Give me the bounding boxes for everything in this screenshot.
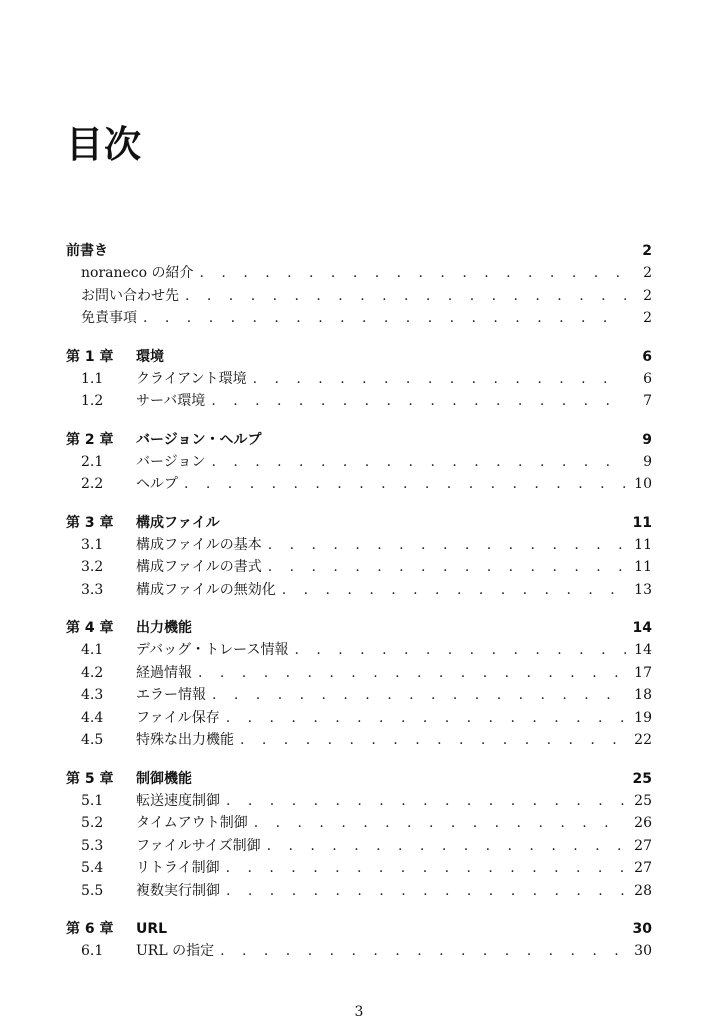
- dot-leader: [226, 710, 626, 726]
- toc-section-row[interactable]: [66, 556, 652, 579]
- toc-chapter: [66, 918, 652, 963]
- section-number: 4.5: [81, 732, 104, 748]
- dot-leader: [185, 288, 626, 304]
- section-number: 3.3: [81, 581, 104, 598]
- chapter-page: 11: [632, 514, 652, 531]
- dot-leader: [226, 860, 626, 876]
- section-title: 構成ファイルの書式: [136, 559, 262, 575]
- section-title: 複数実行制御: [136, 882, 220, 899]
- section-title: noraneco の紹介: [81, 265, 194, 281]
- dot-leader: [211, 454, 626, 470]
- toc-section-row[interactable]: [66, 473, 652, 496]
- section-title: デバッグ・トレース情報: [136, 642, 289, 658]
- toc-section-row[interactable]: [66, 285, 652, 308]
- toc-section-row[interactable]: [66, 857, 652, 880]
- section-number: 2.2: [81, 476, 104, 492]
- toc-chapter: [66, 240, 652, 330]
- section-number: 4.1: [81, 642, 104, 658]
- section-title: 構成ファイルの無効化: [136, 581, 276, 598]
- section-number: 3.2: [81, 559, 104, 575]
- chapter-title: 出力機能: [136, 620, 192, 636]
- section-page: 2: [643, 265, 652, 281]
- chapter-title: 構成ファイル: [136, 514, 220, 531]
- section-number: 3.1: [81, 536, 104, 553]
- section-page: 18: [634, 687, 652, 703]
- dot-leader: [184, 476, 626, 492]
- section-page: 25: [634, 792, 652, 809]
- dot-leader: [253, 371, 626, 387]
- section-page: 30: [634, 943, 652, 959]
- dot-leader: [220, 943, 626, 959]
- section-number: 4.3: [81, 687, 104, 703]
- dot-leader: [212, 687, 626, 703]
- toc-section-row[interactable]: [66, 451, 652, 474]
- toc-section-row[interactable]: [66, 390, 652, 413]
- toc-chapter-row[interactable]: [66, 240, 652, 262]
- chapter-title: バージョン・ヘルプ: [136, 431, 262, 448]
- section-page: 28: [634, 882, 652, 899]
- section-title: 特殊な出力機能: [136, 732, 234, 748]
- toc-section-row[interactable]: [66, 307, 652, 330]
- toc-chapter-row[interactable]: [66, 346, 652, 368]
- dot-leader: [198, 665, 626, 681]
- chapter-page: 6: [642, 348, 652, 365]
- section-page: 26: [634, 815, 652, 831]
- chapter-page: 30: [632, 921, 652, 937]
- toc-section-row[interactable]: [66, 707, 652, 730]
- chapter-number: 第 2 章: [66, 431, 114, 448]
- chapter-number: 第 5 章: [66, 770, 114, 787]
- dot-leader: [226, 883, 626, 899]
- section-title: リトライ制御: [136, 860, 220, 876]
- section-page: 10: [634, 476, 652, 492]
- toc-chapter-row[interactable]: [66, 512, 652, 534]
- chapter-title: 制御機能: [136, 770, 192, 787]
- toc-chapter: [66, 768, 652, 903]
- chapter-title: URL: [136, 921, 168, 937]
- section-number: 5.5: [81, 882, 104, 899]
- toc-section-row[interactable]: [66, 812, 652, 835]
- section-number: 5.1: [81, 792, 104, 809]
- dot-leader: [226, 793, 626, 809]
- section-page: 2: [643, 310, 652, 326]
- toc-chapter: [66, 617, 652, 752]
- section-number: 1.2: [81, 393, 104, 409]
- toc-section-row[interactable]: [66, 534, 652, 557]
- dot-leader: [200, 265, 626, 281]
- chapter-page: 9: [642, 431, 652, 448]
- chapter-title: 環境: [136, 348, 164, 365]
- section-page: 17: [634, 664, 652, 681]
- dot-leader: [254, 815, 626, 831]
- section-title: ファイル保存: [136, 709, 220, 726]
- section-number: 5.2: [81, 815, 104, 831]
- toc-chapter-row[interactable]: [66, 429, 652, 451]
- section-page: 22: [634, 732, 652, 748]
- page-title: 目次: [66, 123, 142, 166]
- dot-leader: [282, 582, 626, 598]
- section-page: 7: [643, 393, 652, 409]
- toc-section-row[interactable]: [66, 729, 652, 752]
- section-page: 13: [634, 581, 652, 598]
- section-title: ヘルプ: [136, 476, 178, 492]
- toc-chapter-row[interactable]: [66, 768, 652, 790]
- section-title: 経過情報: [136, 664, 192, 681]
- section-page: 11: [634, 559, 652, 575]
- section-title: 構成ファイルの基本: [136, 536, 262, 553]
- section-number: 2.1: [81, 453, 104, 470]
- dot-leader: [211, 393, 626, 409]
- toc-section-row[interactable]: [66, 835, 652, 858]
- toc-section-row[interactable]: [66, 790, 652, 813]
- section-page: 19: [634, 709, 652, 726]
- dot-leader: [267, 838, 626, 854]
- section-number: 1.1: [81, 370, 104, 387]
- section-title: バージョン: [136, 453, 206, 470]
- toc-chapter-row[interactable]: [66, 918, 652, 940]
- page-number: 3: [354, 1004, 364, 1020]
- section-title: タイムアウト制御: [136, 815, 248, 831]
- chapter-title: 前書き: [66, 243, 108, 259]
- section-page: 6: [643, 370, 652, 387]
- section-number: 5.4: [81, 860, 104, 876]
- toc-chapter: [66, 512, 652, 602]
- section-title: URL の指定: [136, 943, 215, 959]
- dot-leader: [240, 732, 626, 748]
- toc-section-row[interactable]: [66, 880, 652, 903]
- section-page: 14: [634, 642, 652, 658]
- toc-section-row[interactable]: [66, 662, 652, 685]
- section-page: 9: [643, 453, 652, 470]
- section-page: 27: [634, 837, 652, 854]
- toc-chapter: [66, 346, 652, 413]
- toc-chapter-row[interactable]: [66, 617, 652, 639]
- section-title: 免責事項: [81, 310, 137, 326]
- toc-section-row[interactable]: [66, 368, 652, 391]
- toc-section-row[interactable]: [66, 639, 652, 662]
- chapter-number: 第 1 章: [66, 348, 114, 365]
- section-number: 5.3: [81, 837, 104, 854]
- section-number: 6.1: [81, 943, 104, 959]
- chapter-number: 第 6 章: [66, 921, 114, 937]
- dot-leader: [268, 559, 626, 575]
- toc-section-row[interactable]: [66, 579, 652, 602]
- section-title: お問い合わせ先: [81, 287, 179, 304]
- toc-section-row[interactable]: [66, 684, 652, 707]
- section-number: 4.4: [81, 709, 104, 726]
- section-page: 11: [634, 536, 652, 553]
- chapter-number: 第 3 章: [66, 514, 114, 531]
- toc-section-row[interactable]: [66, 262, 652, 285]
- chapter-page: 14: [632, 620, 652, 636]
- section-title: クライアント環境: [136, 370, 247, 387]
- dot-leader: [294, 642, 626, 658]
- chapter-page: 2: [642, 243, 652, 259]
- section-title: ファイルサイズ制御: [136, 837, 261, 854]
- toc-section-row[interactable]: [66, 940, 652, 963]
- toc-chapter: [66, 429, 652, 496]
- section-page: 27: [634, 860, 652, 876]
- chapter-number: 第 4 章: [66, 620, 114, 636]
- section-title: サーバ環境: [136, 393, 206, 409]
- section-title: エラー情報: [136, 687, 206, 703]
- dot-leader: [143, 310, 626, 326]
- dot-leader: [268, 537, 626, 553]
- table-of-contents: [66, 240, 652, 979]
- section-title: 転送速度制御: [136, 792, 220, 809]
- section-number: 4.2: [81, 664, 104, 681]
- chapter-page: 25: [632, 770, 652, 787]
- section-page: 2: [643, 287, 652, 304]
